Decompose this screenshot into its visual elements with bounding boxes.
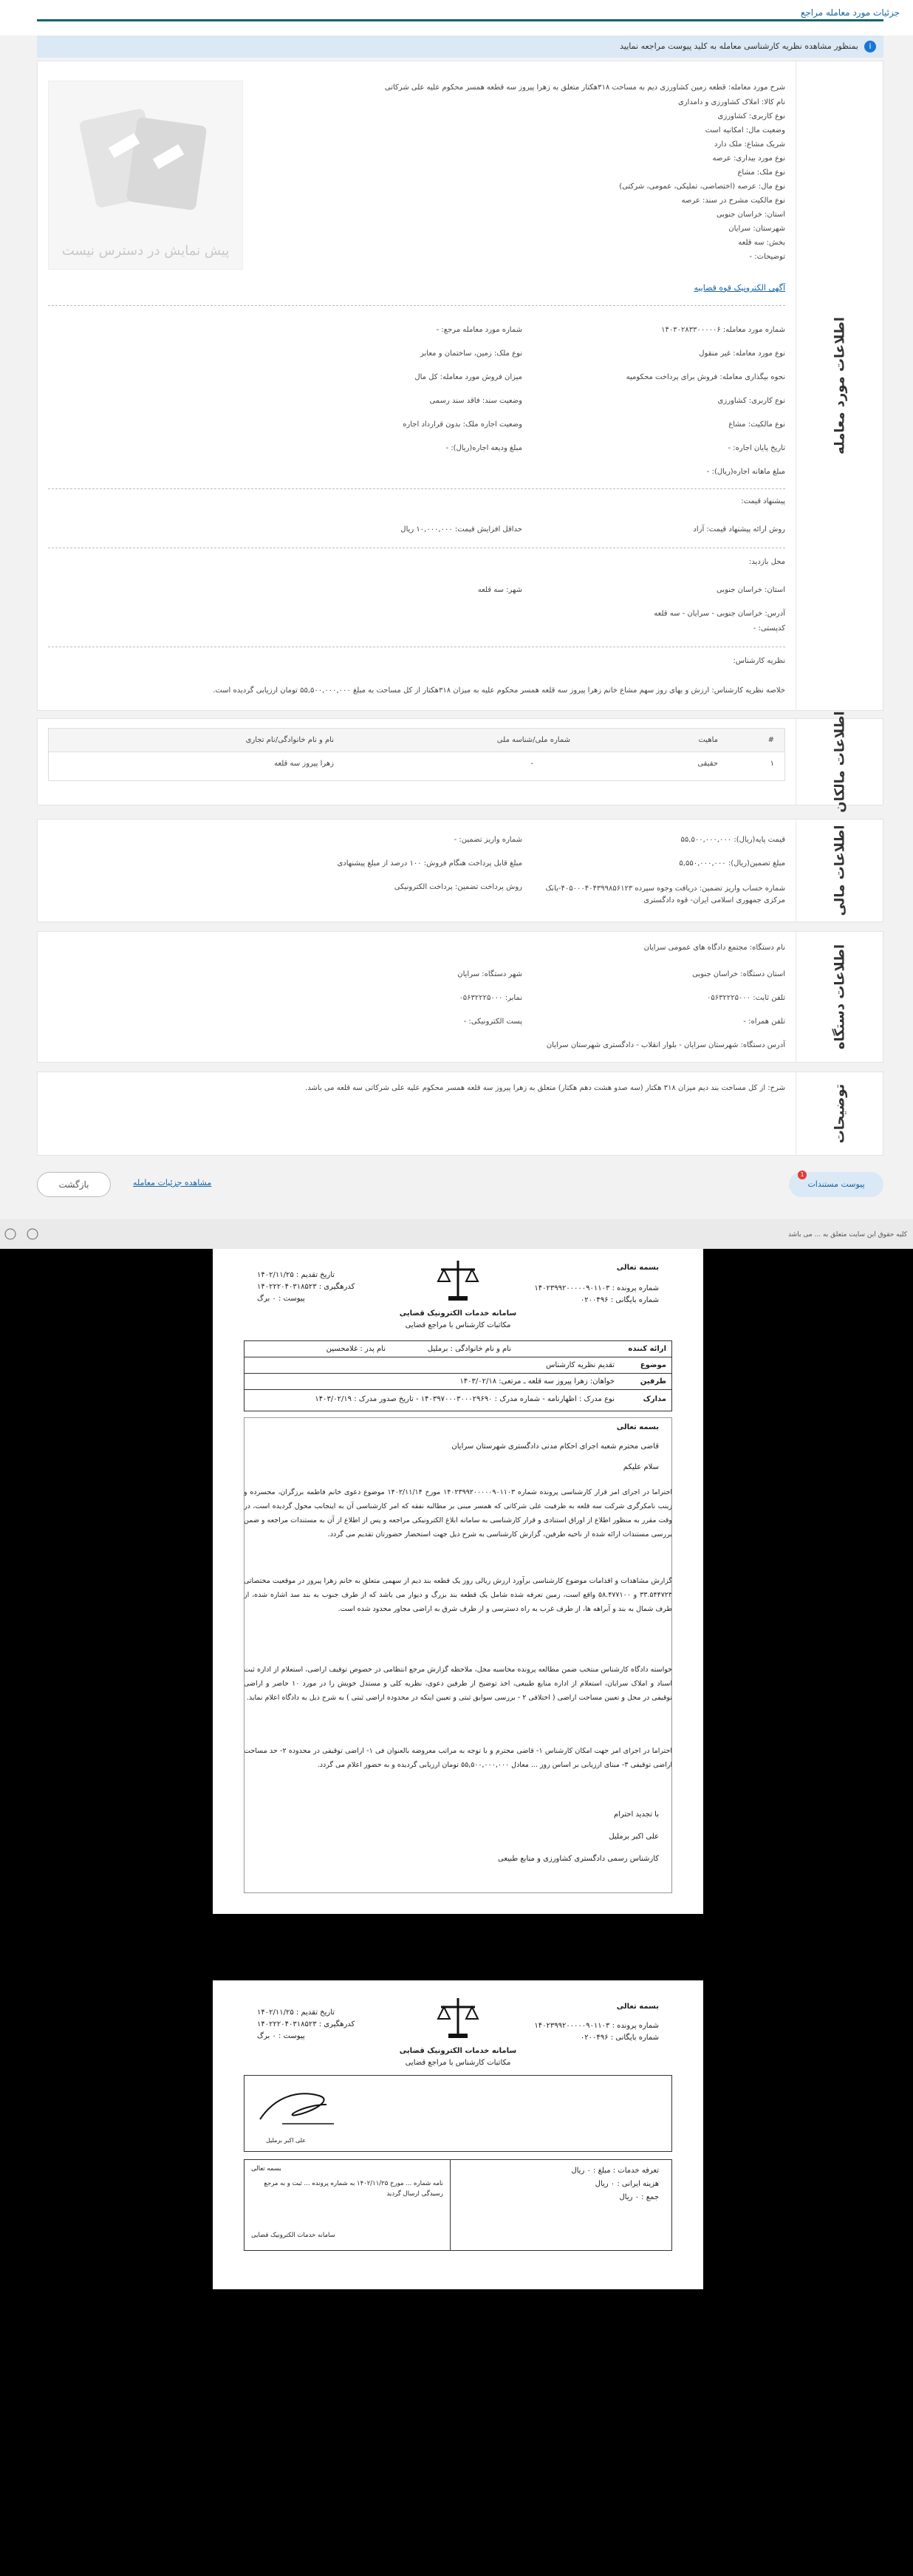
section-label-deal: اطلاعات مورد معامله [796, 61, 883, 710]
doc-org-subtitle: مکاتبات کارشناس با مراجع قضایی [405, 1321, 511, 1329]
grid-field: مبلغ ماهانه اجاره(ریال): - [706, 468, 785, 476]
action-bar [37, 1169, 883, 1199]
attachments-button[interactable] [789, 1172, 883, 1197]
doc-org-title: سامانه خدمات الکترونیک قضایی [399, 1309, 517, 1318]
notice-banner [37, 35, 883, 58]
table-cell: حقیقی [697, 760, 718, 768]
grid-field: شماره مورد معامله مرجع: - [436, 326, 522, 334]
doc-salutation: بسمه تعالی [616, 1423, 659, 1431]
table-line [244, 1389, 672, 1390]
section-label-org: اطلاعات دستگاه [796, 932, 883, 1062]
grid-field: میزان فروش مورد معامله: کل مال [414, 373, 522, 381]
grid-field: نوع کاربری: کشاورزی [717, 397, 785, 405]
deal-line: نوع مال: عرصه (اختصاصی، تملیکی، عمومی، شرکتی) [619, 183, 785, 191]
doc-row-value: تقدیم نظریه کارشناس [546, 1361, 615, 1369]
doc-greeting: سلام علیکم [623, 1463, 659, 1471]
doc-paragraph: گزارش مشاهدات و اقدامات موضوع کارشناسی برآورد ارزش ریالی روز یک قطعه بند دیم از سهمی متعلق به خانم زهرا پیروز در موقعیت مختصاتی ۳۳.۵۴۴۷۲۳ و ۵۸.۴۷۷۱۰۰ واقع است، زمین تعرفه شده شامل یک قطعه بند بزرگ و دیوار می باشد که از طرف جنوب به بند سد اشاره شده، از طرف شمال به بند و آبراهه ها، از طرف غرب به راه دسترسی و از طرف شرق به اراضی مجاور محدود شده است. [244, 1577, 672, 1613]
fee-line: هزینه ایرانی : ۰ ریال [595, 2180, 659, 2188]
judiciary-emblem-icon [432, 1992, 484, 2044]
site-footer [0, 1219, 913, 1249]
finance-field: شماره واریز تضمین: - [454, 836, 522, 844]
description-text: شرح: از کل مساحت بند دیم میزان ۳۱۸ هکتار (سه صدو هشت دهم هکتار) متعلق به زهرا پیروز سه قلعه همسر محکوم علیه علی شرکاتی سه قلعه می باشد. [305, 1084, 785, 1092]
table-header [49, 729, 784, 752]
expert-title: نظریه کارشناس: [733, 657, 785, 665]
doc-row-label: موضوع [640, 1361, 666, 1369]
view-details-link[interactable]: مشاهده جزئیات معامله [133, 1178, 212, 1188]
deal-description: شرح مورد معامله: قطعه زمین کشاورزی دیم به مساحت ۳۱۸هکتار متعلق به زهرا پیروز سه قطعه همسر محکوم علیه علی شرکاتی [384, 84, 785, 92]
price-method: روش ارائه پیشنهاد قیمت: آزاد [693, 525, 785, 534]
stamp-footer: سامانه خدمات الکترونیک قضایی [251, 2232, 335, 2239]
column-header: ماهیت [698, 736, 718, 744]
doc-row-label: ارائه کننده [628, 1345, 666, 1353]
attachments-count-badge: 1 [798, 1171, 807, 1179]
doc-row-label: طرفین [640, 1377, 666, 1386]
doc-file-number: شماره پرونده : ۱۴۰۲۳۹۹۲۰۰۰۰۰۹۰۱۱۰۳ [534, 1284, 659, 1292]
column-header: شماره ملی/شناسه ملی [496, 736, 570, 744]
deal-line: نوع مورد بیداری: عرصه [712, 154, 785, 163]
doc-org-title: سامانه خدمات الکترونیک قضایی [399, 2047, 517, 2055]
doc-archive-number: شماره بایگانی : ۰۲۰۰۴۹۶ [580, 2034, 659, 2042]
image-placeholder [48, 81, 243, 270]
doc-attachments: پیوست : ۰ برگ [257, 2032, 305, 2040]
fee-total: جمع : ۰ ریال [619, 2193, 659, 2201]
doc-org-subtitle: مکاتبات کارشناس با مراجع قضایی [405, 2059, 511, 2067]
doc-row-label: مدارک [643, 1395, 666, 1403]
notice-text: بمنظور مشاهده نظریه کارشناسی معامله به کلید پیوست مراجعه نمایید [620, 41, 858, 51]
doc-date: تاریخ تقدیم : ۱۴۰۲/۱۱/۲۵ [257, 2008, 335, 2017]
expert-report-page-2 [213, 1980, 703, 2289]
doc-paragraph: خواسته دادگاه کارشناس منتخب ضمن مطالعه پرونده محاسبه محل، ملاحظه گزارش مرجع انتظامی در خصوص توقیف اراضی، استعلام از اداره ثبت اسناد و املاک سرایان، استعلام از اداره منابع طبیعی، اخذ توضیح از طرفین دعوی، نظریه کلی و مستدل خویش را در مورد ۱۰ حاضر و اراضی توقیفی در محل و تعیین مساحت اراضی ( اختلافی ۲ - بررسی سوابق ثبتی و تعیین اینکه در محدوده اراضی ثبتی ) به شرح ذیل به دادگاه اعلام نماید. [244, 1666, 672, 1702]
signature-name: علی اکبر برملیل [266, 2137, 307, 2144]
table-cell: ۱ [770, 760, 774, 768]
org-field: تلفن ثابت: ۰۵۶۳۲۲۲۵۰۰۰ [706, 994, 785, 1002]
doc-basmala: بسمه تعالی [616, 2003, 659, 2011]
header-divider [37, 19, 883, 21]
deal-line: نوع مالکیت مشرح در سند: عرصه [681, 197, 785, 205]
doc-signer-title: کارشناس رسمی دادگستری کشاورزی و منابع طبیعی [498, 1855, 659, 1863]
footer-logo [3, 1225, 47, 1243]
document-viewer [0, 1249, 913, 2576]
grid-field: نوع مورد معامله: غیر منقول [699, 350, 785, 358]
grid-field: نوع ملک: زمین، ساختمان و معابر [420, 350, 522, 358]
owners-table [48, 728, 785, 781]
signature-icon [253, 2082, 341, 2134]
fee-title: تعرفه خدمات : مبلغ : ۰ ریال [571, 2167, 659, 2175]
doc-row-value: نام و نام خانوادگی : برملیل [427, 1345, 511, 1353]
grid-field: شماره مورد معامله: ۱۴۰۳۰۲۸۳۳۰۰۰۰۰۶ [661, 326, 785, 334]
deal-line: بخش: سه قلعه [738, 239, 785, 247]
description-card [37, 1071, 883, 1156]
doc-tracking-code: کدرهگیری : ۱۴۰۲۲۲۰۴۰۳۱۸۵۲۳ [257, 2020, 355, 2028]
finance-field: مبلغ تضمین(ریال): ۵,۵۵۰,۰۰۰,۰۰۰ [679, 859, 785, 868]
doc-tracking-code: کدرهگیری : ۱۴۰۲۲۲۰۴۰۳۱۸۵۲۳ [257, 1283, 355, 1291]
back-button[interactable]: بازگشت [37, 1172, 111, 1197]
section-label-owners: اطلاعات مالکان [796, 719, 883, 805]
web-page [0, 0, 913, 1249]
expert-summary: خلاصه نظریه کارشناس: ارزش و بهای روز سهم مشاع خانم زهرا پیروز سه قلعه همسر محکوم علیه به میزان ۳۱۸هکتار از کل مساحت به مبلغ ۵۵,۵۰۰,۰۰۰,۰۰۰ تومان ارزیابی گردیده است. [213, 686, 785, 695]
column-header: # [767, 736, 774, 744]
finance-card [37, 819, 883, 922]
doc-attachments: پیوست : ۰ برگ [257, 1295, 305, 1303]
page-title: جزئیات مورد معامله مراجع [800, 7, 900, 18]
owners-card [37, 711, 883, 813]
image-caption: پیش نمایش در دسترس نیست [61, 243, 230, 259]
deal-line: نوع ملک: مشاع [737, 168, 785, 177]
doc-row-value: نام پدر : غلامحسین [326, 1345, 386, 1353]
page-header [0, 0, 913, 35]
doc-signer: علی اکبر برملیل [609, 1833, 659, 1841]
ad-link[interactable]: آگهی الکترونیک قوه قضاییه [694, 283, 785, 293]
grid-field: تاریخ پایان اجاره: - [728, 444, 785, 452]
finance-field: شماره حساب واریز تضمین: دریافت وجوه سپرده ۴۰۵۰۰۰۴۰۴۳۹۹۸۵۶۱۲۳-بانک مرکزی جمهوری اسلامی ایران- قوه دادگستری [545, 885, 785, 904]
gavel-icon [80, 99, 213, 217]
doc-body-frame [244, 1417, 672, 1893]
stamp-text: نامه شماره ... مورخ ۱۴۰۲/۱۱/۲۵ به شماره پرونده ... ثبت و به مرجع رسیدگی ارسال گردید [264, 2180, 443, 2198]
divider [48, 488, 785, 489]
grid-field: نوع مالکیت: مشاع [728, 420, 785, 429]
deal-line: شریک مشاع: ملک دارد [714, 140, 785, 149]
grid-field: نحوه بیگذاری معامله: فروش برای پرداخت محکومیه [626, 373, 785, 381]
doc-paragraph: احتراما در اجرای امر جهت امکان کارشناس ۱- قاضی محترم و با توجه به مراتب معروضه بالعنوان فی ۱- اراضی توقیفی در محدوده ۲- حد مساحت اراضی توقیفی ۳- مبنای ارزیابی بر اساس روز ... معادل ۵۵,۵۰۰,۰۰۰,۰۰۰ تومان ارزیابی گردیده و به حضور اعلام می گردد. [244, 1747, 672, 1769]
doc-row-value: نوع مدرک : اظهارنامه - شماره مدرک : ۱۴۰۳۹۷۰۰۰۳۰۰۰۲۹۶۹۰ - تاریخ صدور مدرک : ۱۴۰۳/۰۲/۱۹ [315, 1395, 615, 1403]
table-row [49, 752, 784, 780]
org-name: نام دستگاه: مجتمع دادگاه های عمومی سرایان [643, 944, 785, 952]
doc-row-value: خواهان: زهرا پیروز سه قلعه ـ مرتعی: ۱۴۰۳/۰۲/۱۸ [459, 1377, 615, 1386]
org-address: آدرس دستگاه: شهرستان سرایان - بلوار انقلاب - دادگستری شهرستان سرایان [546, 1041, 785, 1049]
org-field: نمابر: ۰۵۶۳۲۲۲۵۰۰۰ [459, 994, 522, 1002]
deal-line: نام کالا: املاک کشاورزی و دامداری [678, 98, 785, 106]
deal-info-card [37, 61, 883, 711]
org-field: پست الکترونیکی: - [463, 1018, 522, 1026]
doc-basmala: بسمه تعالی [616, 1264, 659, 1272]
location-address: آدرس: خراسان جنوبی - سرایان - سه قلعه [654, 610, 785, 618]
location-province: استان: خراسان جنوبی [716, 586, 785, 594]
doc-paragraph: احتراما در اجرای امر قرار کارشناسی پرونده شماره ۱۴۰۲۳۹۹۲۰۰۰۰۰۹۰۱۱۰۳ مورخ ۱۴۰۲/۱۱/۱۴ موضوع دعوی خانم فاطمه برزگران، محسرده و زینب نامکرگری شرکت سه قلعه به طرفیت علی شرکاتی که همسر مبنی بر مطالبه نفقه که امر کارشناسی آن به اینجانب محول گردیده است، در وقت مقرر به منظور اطلاع از اوراق استنادی و قرار کارشناسی به سامانه ابلاغ الکترونیکی مراجعه و پس از اطلاع از آن به مستندات مراجعه و ضمن بررسی مستندات ارائه شده از ناحیه طرفین، گزارش کارشناسی به شرح ذیل جهت استحضار حضورتان تقدیم می گردد. [244, 1488, 672, 1539]
judiciary-emblem-icon [432, 1255, 484, 1306]
grid-field: وضعیت سند: فاقد سند رسمی [429, 397, 522, 405]
doc-closing: با تجدید احترام [613, 1810, 659, 1819]
finance-field: روش پرداخت تضمین: پرداخت الکترونیکی [394, 883, 522, 891]
expert-report-page [213, 1249, 703, 1914]
deal-line: استان: خراسان جنوبی [716, 211, 785, 219]
location-title: محل بازدید: [748, 558, 785, 566]
price-increment: حداقل افزایش قیمت: ۱۰,۰۰۰,۰۰۰ ریال [400, 525, 522, 534]
location-postal: کدپستی: - [753, 624, 785, 633]
table-cell: - [530, 760, 533, 768]
section-label-finance: اطلاعات مالی [796, 820, 883, 921]
table-cell: زهرا پیروز سه قلعه [274, 760, 334, 768]
doc-date: تاریخ تقدیم : ۱۴۰۲/۱۱/۲۵ [257, 1271, 335, 1279]
attachments-label: پیوست مستندات [807, 1179, 865, 1189]
finance-field: قیمت پایه(ریال): ۵۵,۵۰۰,۰۰۰,۰۰۰ [680, 836, 785, 844]
doc-file-number: شماره پرونده : ۱۴۰۲۳۹۹۲۰۰۰۰۰۹۰۱۱۰۳ [534, 2022, 659, 2030]
grid-field: وضعیت اجاره ملک: بدون قرارداد اجاره [403, 420, 522, 429]
section-label-desc: توضیحات [796, 1072, 883, 1155]
org-field: تلفن همراه: - [743, 1018, 785, 1026]
org-card [37, 931, 883, 1063]
doc-addressee: قاضی محترم شعبه اجرای احکام مدنی دادگستری شهرستان سرایان [451, 1442, 659, 1451]
grid-field: مبلغ ودیعه اجاره(ریال): - [445, 444, 522, 452]
org-field: استان دستگاه: خراسان جنوبی [692, 970, 785, 978]
finance-field: مبلغ قابل پرداخت هنگام فروش: ۱۰۰ درصد از مبلغ پیشنهادی [337, 859, 522, 868]
location-city: شهر: سه قلعه [477, 586, 522, 594]
column-header: نام و نام خانوادگی/نام تجاری [245, 736, 334, 744]
price-title: پیشنهاد قیمت: [741, 497, 785, 505]
org-field: شهر دستگاه: سرایان [457, 970, 522, 978]
divider [48, 305, 785, 306]
deal-line: شهرستان: سرایان [728, 225, 785, 233]
deal-line: توضیحات: - [749, 253, 785, 261]
footer-text: کلیه حقوق این سایت متعلق به ... می باشد [787, 1231, 907, 1238]
table-line [244, 1373, 672, 1374]
info-icon: i [864, 41, 876, 52]
stamp-title: بسمه تعالی [251, 2165, 281, 2173]
deal-line: وضعیت مال: امکانیه است [705, 126, 785, 134]
deal-line: نوع کاربری: کشاورزی [717, 112, 785, 120]
doc-archive-number: شماره بایگانی : ۰۲۰۰۴۹۶ [580, 1296, 659, 1304]
